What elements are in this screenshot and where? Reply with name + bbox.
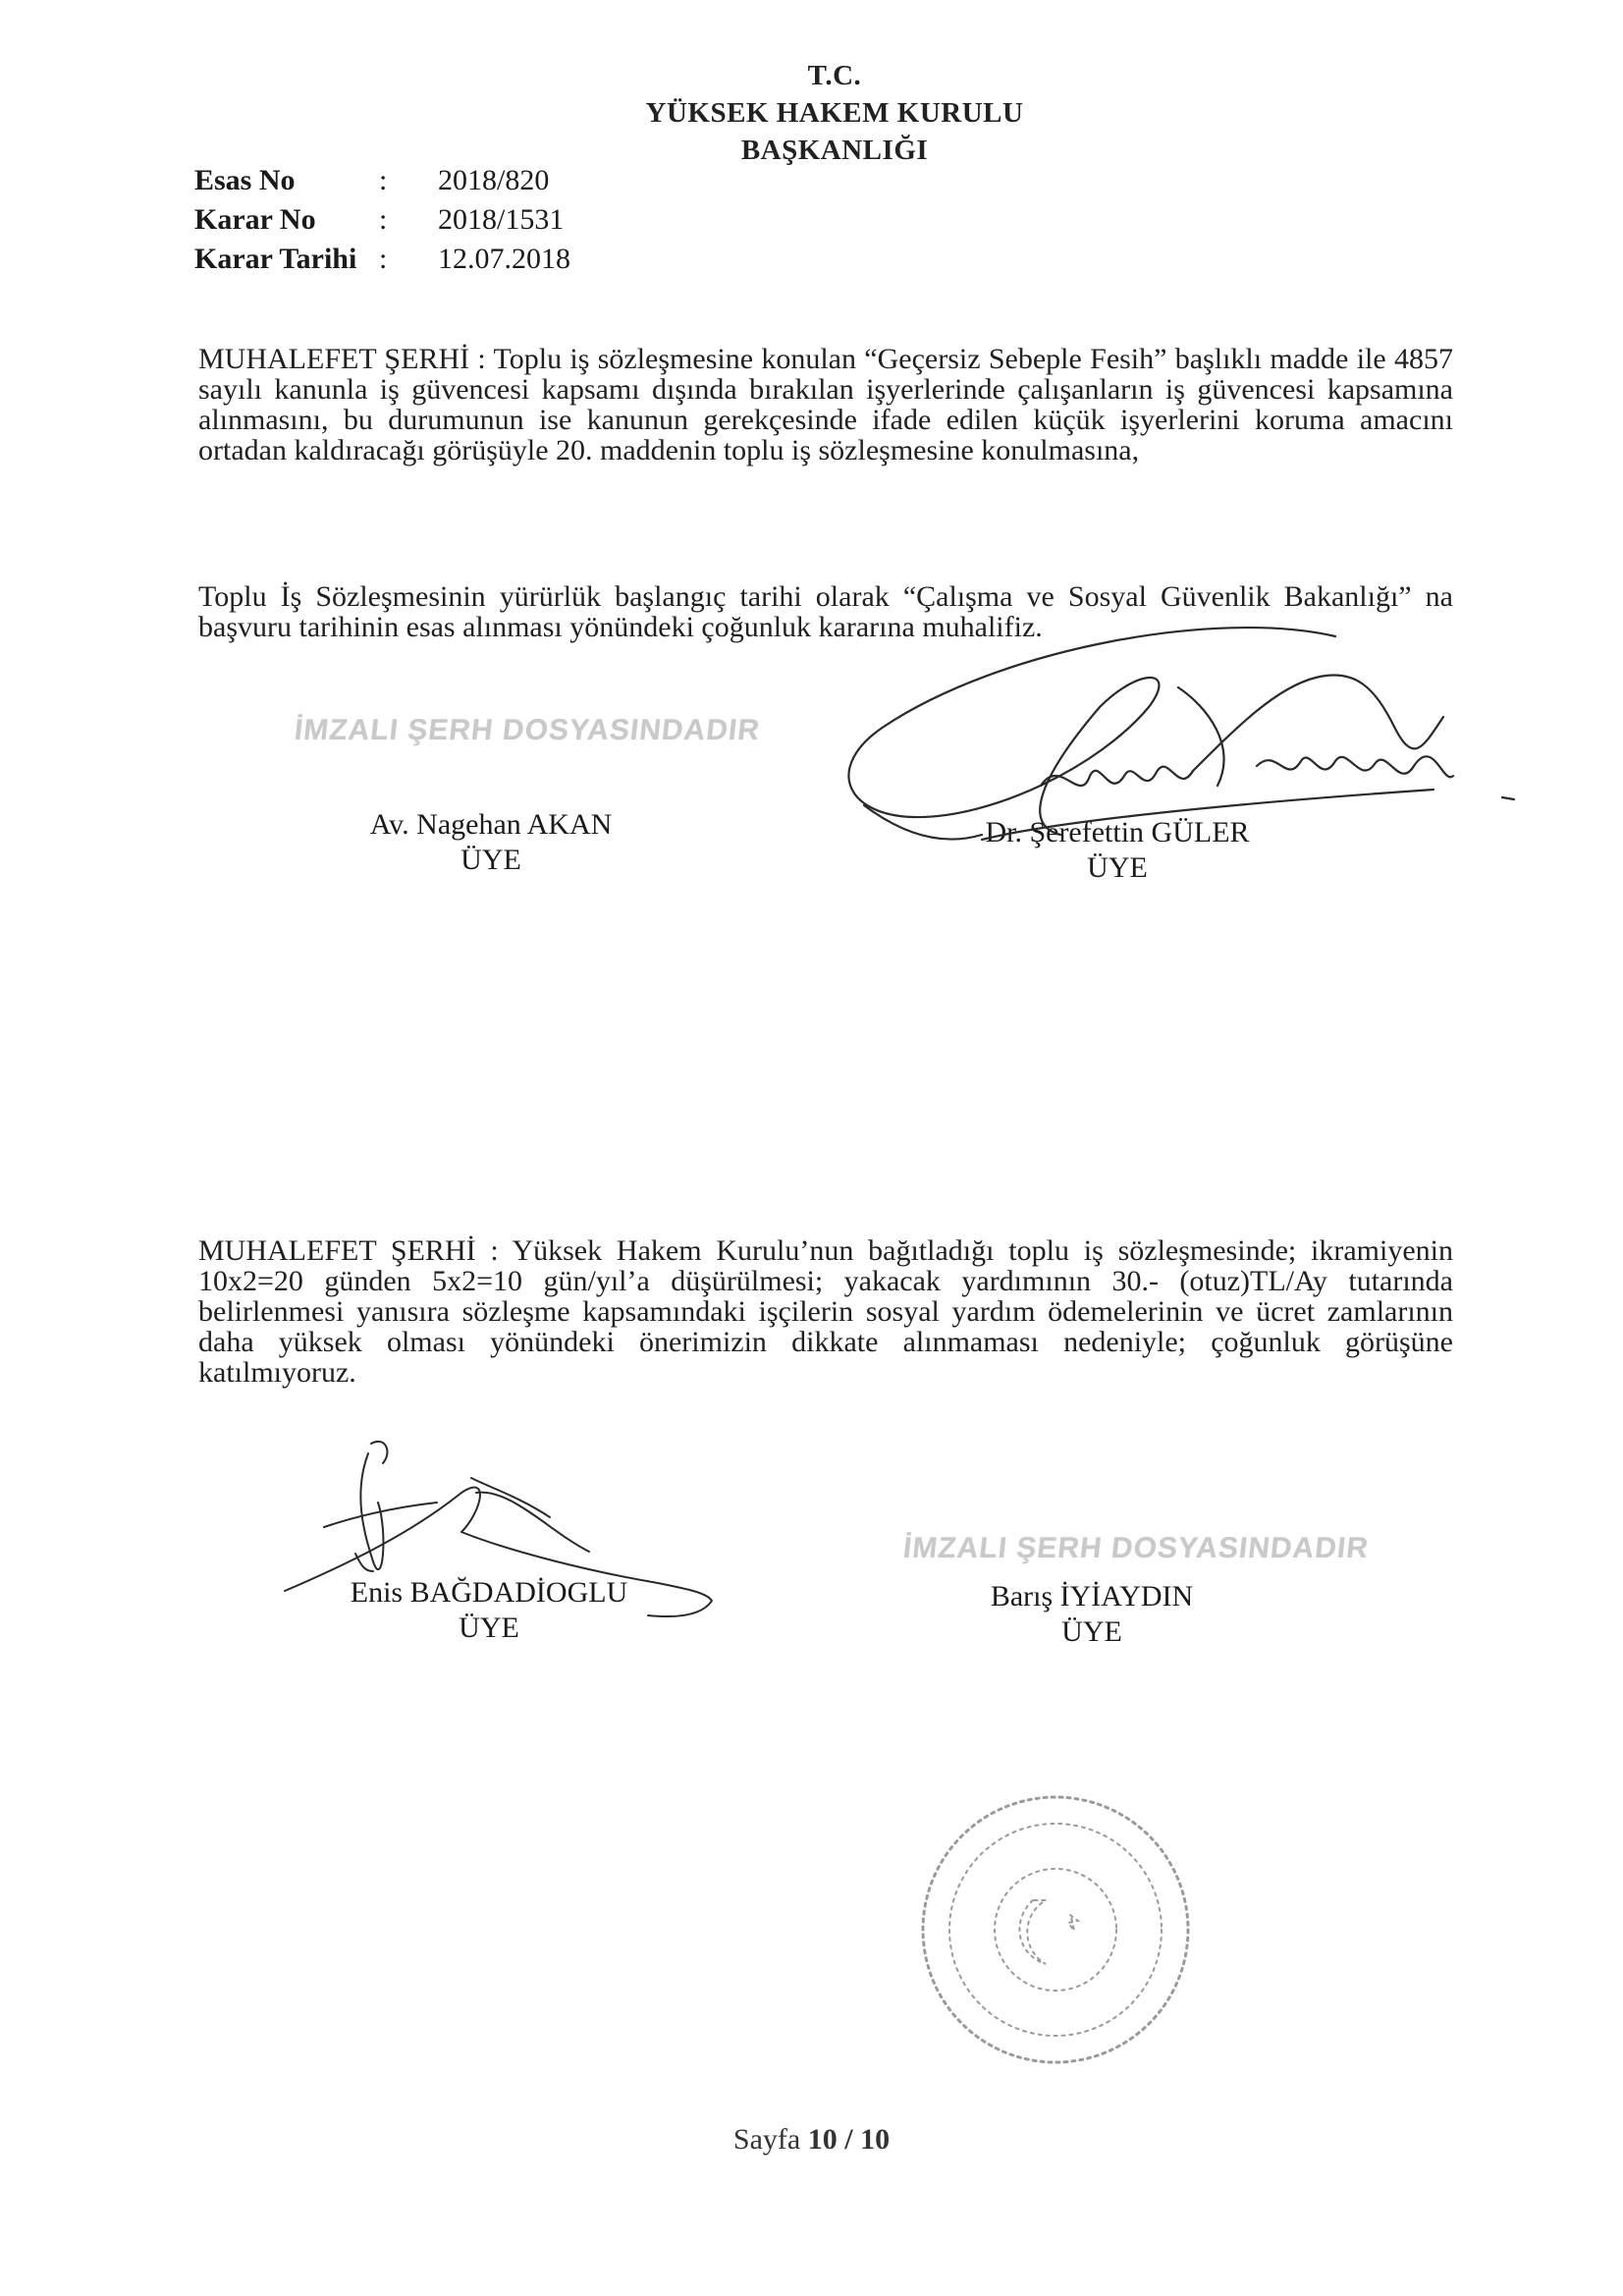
meta-value: 2018/1531 — [438, 203, 565, 236]
meta-label: Karar No — [194, 203, 316, 236]
header-line-tc: T.C. — [807, 60, 862, 91]
signatory-name: Dr. Şerefettin GÜLER — [985, 816, 1250, 848]
page-current: 10 — [807, 2123, 838, 2156]
signed-dissent-stamp: İMZALI ŞERH DOSYASINDADIR — [901, 1532, 1371, 1564]
signatory-name: Barış İYİAYDIN — [990, 1580, 1194, 1613]
meta-value: 12.07.2018 — [438, 243, 570, 275]
meta-colon: : — [379, 243, 388, 275]
dissent-paragraph-2: Toplu İş Sözleşmesinin yürürlük başlangıç tarihi olarak “Çalışma ve Sosyal Güvenlik Bakanlığı” na başvuru tarihinin esas alınması yönündeki çoğunluk kararına muhalifiz. — [198, 580, 1453, 643]
handwritten-signature-guler — [848, 628, 1514, 840]
signatory-role: ÜYE — [459, 1612, 519, 1644]
page-footer — [0, 2123, 1623, 2157]
meta-colon: : — [379, 164, 388, 196]
page-total: 10 — [860, 2123, 891, 2156]
meta-value: 2018/820 — [438, 164, 550, 196]
signatory-role: ÜYE — [1087, 851, 1148, 884]
meta-label: Karar Tarihi — [194, 243, 357, 275]
meta-label: Esas No — [194, 164, 296, 196]
header-line-board: YÜKSEK HAKEM KURULU — [645, 97, 1024, 129]
signatory-role: ÜYE — [460, 844, 521, 876]
handwritten-signature-bagdadioglu — [285, 1442, 712, 1616]
signatory-name: Enis BAĞDADİOGLU — [350, 1576, 628, 1609]
signed-dissent-stamp: İMZALI ŞERH DOSYASINDADIR — [293, 714, 762, 746]
signatory-name: Av. Nagehan AKAN — [369, 808, 613, 841]
page-label: Sayfa — [732, 2123, 801, 2156]
header-line-presidency: BAŞKANLIĞI — [740, 135, 929, 166]
dissent-paragraph-1: MUHALEFET ŞERHİ : Toplu iş sözleşmesine konulan “Geçersiz Sebeple Fesih” başlıklı madde ile 4857 sayılı kanunla iş güvencesi kapsamı dışında bırakılan işyerlerinde çalışanların iş güvencesi kapsamına alınmasını, bu durumunun ise kanunun gerekçesinde ifade edilen küçük işyerlerini koruma amacını ortadan kaldıracağı görüşüyle 20. maddenin toplu iş sözleşmesine konulmasına, — [198, 343, 1453, 466]
meta-colon: : — [379, 203, 388, 236]
signatory-role: ÜYE — [1061, 1615, 1122, 1648]
page-separator: / — [844, 2123, 853, 2156]
dissent-paragraph-3: MUHALEFET ŞERHİ : Yüksek Hakem Kurulu’nun bağıtladığı toplu iş sözleşmesinde; ikramiyenin 10x2=20 günden 5x2=10 gün/yıl’a düşürülmesi; yakacak yardımının 30.- (otuz)TL/Ay tutarında belirlenmesi yanısıra sözleşme kapsamındaki işçilerin sosyal yardım ödemelerinin ve ücret zamlarının daha yüksek olması yönündeki önerimizin dikkate alınmaması nedeniyle; çoğunluk görüşüne katılmıyoruz. — [198, 1234, 1453, 1389]
official-seal — [923, 1797, 1188, 2062]
